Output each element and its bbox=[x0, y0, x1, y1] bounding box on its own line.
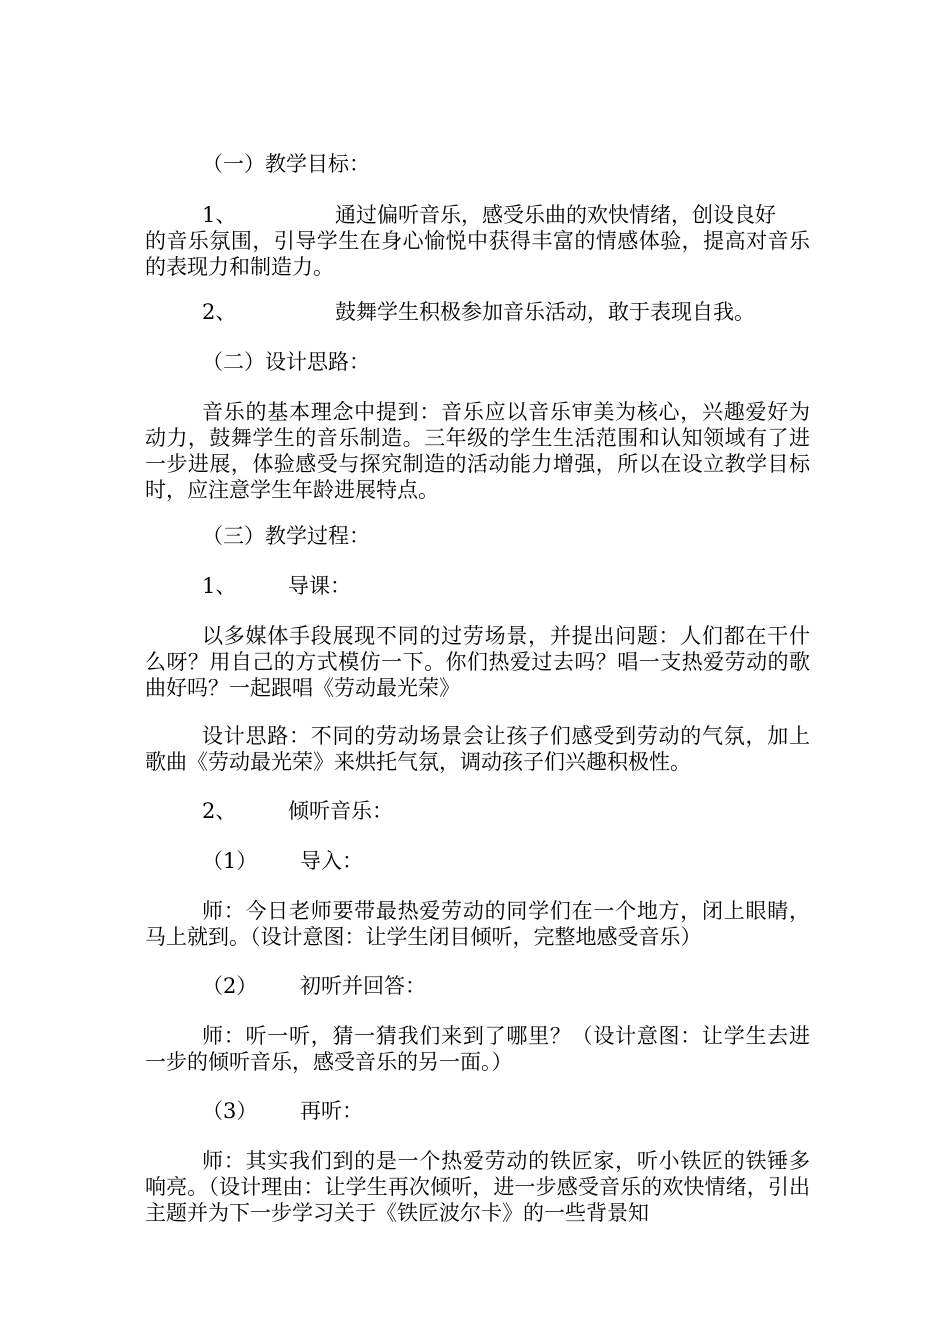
sub-step-2-number: （2） bbox=[202, 974, 258, 998]
sub-step-3-paragraph: 师：其实我们到的是一个热爱劳动的铁匠家，听小铁匠的铁锤多响亮。（设计理由：让学生再次倾听，进一步感受音乐的欢快情绪，引出主题并为下一步学习关于《铁匠波尔卡》的一些背景知 bbox=[145, 1149, 810, 1225]
objective-1-first-line: 通过偏听音乐，感受乐曲的欢快情绪，创设良好 bbox=[335, 203, 776, 227]
sub-step-3-title: 再听： bbox=[300, 1099, 363, 1123]
sub-step-2 bbox=[202, 973, 426, 999]
objective-1 bbox=[202, 202, 776, 228]
step-1-number: 1、 bbox=[202, 574, 237, 598]
sub-step-2-paragraph: 师：听一听，猜一猜我们来到了哪里？（设计意图：让学生去进一步的倾听音乐，感受音乐的另一面。） bbox=[145, 1024, 810, 1074]
step-1 bbox=[202, 573, 351, 599]
sub-step-1-title: 导入： bbox=[300, 849, 363, 873]
sub-step-1-paragraph: 师：今日老师要带最热爱劳动的同学们在一个地方，闭上眼睛，马上就到。（设计意图：让学生闭目倾听，完整地感受音乐） bbox=[145, 899, 810, 949]
sub-step-2-title: 初听并回答： bbox=[300, 974, 426, 998]
step-2-number: 2、 bbox=[202, 799, 237, 823]
step-2-title: 倾听音乐： bbox=[288, 799, 393, 823]
sub-step-1-number: （1） bbox=[202, 849, 258, 873]
objective-2-text: 鼓舞学生积极参加音乐活动，敢于表现自我。 bbox=[335, 300, 755, 324]
sub-step-3 bbox=[202, 1098, 363, 1124]
objective-2 bbox=[202, 299, 755, 325]
design-paragraph: 音乐的基本理念中提到：音乐应以音乐审美为核心，兴趣爱好为动力，鼓舞学生的音乐制造。三年级的学生生活范围和认知领域有了进一步进展，体验感受与探究制造的活动能力增强，所以在设立教学目标时，应注意学生年龄进展特点。 bbox=[145, 400, 810, 502]
sub-step-1 bbox=[202, 848, 363, 874]
step-1-paragraph: 以多媒体手段展现不同的过劳场景，并提出问题：人们都在干什么呀？用自己的方式模仿一下。你们热爱过去吗？唱一支热爱劳动的歌曲好吗？一起跟唱《劳动最光荣》 bbox=[145, 624, 810, 700]
objective-2-number: 2、 bbox=[202, 300, 237, 324]
objective-1-number: 1、 bbox=[202, 203, 237, 227]
objectives-heading: （一）教学目标： bbox=[202, 152, 370, 176]
design-heading: （二）设计思路： bbox=[202, 350, 370, 374]
sub-step-3-number: （3） bbox=[202, 1099, 258, 1123]
objective-1-continuation: 的音乐氛围，引导学生在身心愉悦中获得丰富的情感体验，提高对音乐的表现力和制造力。 bbox=[145, 229, 810, 279]
process-heading: （三）教学过程： bbox=[202, 524, 370, 548]
step-1-title: 导课： bbox=[288, 574, 351, 598]
step-1-design-note: 设计思路：不同的劳动场景会让孩子们感受到劳动的气氛，加上歌曲《劳动最光荣》来烘托气氛，调动孩子们兴趣积极性。 bbox=[145, 724, 810, 774]
step-2 bbox=[202, 798, 393, 824]
